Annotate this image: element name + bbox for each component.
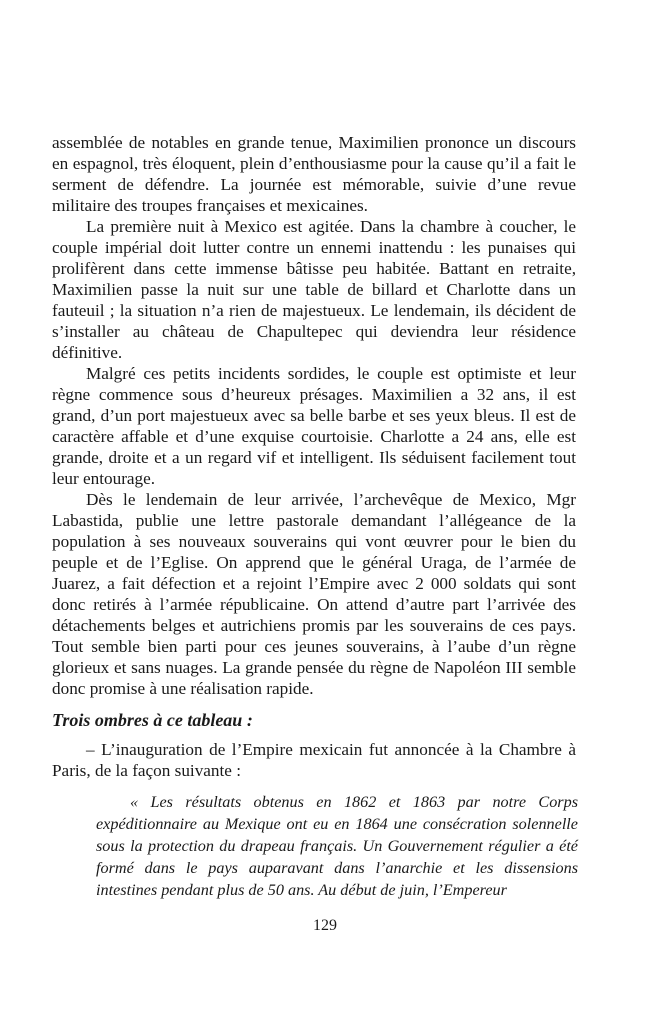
page-number: 129	[313, 917, 337, 934]
paragraph-pastoral-letter: Dès le lendemain de leur arrivée, l’archevêque de Mexico, Mgr Labastida, publie une lettre pastorale demandant l’allégeance de la population à ses nouveaux souverains qui vont œuvrer pour le bien du peuple et de l’Eglise. On apprend que le général Uraga, de l’armée de Juarez, a fait défection et a rejoint l’Empire avec 2 000 soldats qui sont donc retirés à l’armée républicaine. On attend d’autre part l’arrivée des détachements belges et autrichiens promis par les souverains de ces pays. Tout semble bien parti pour ces jeunes souverains, à l’aube d’un règne glorieux et sans nuages. La grande pensée du règne de Napoléon III semble donc promise à une réalisation rapide.	[52, 490, 576, 698]
paragraph-inauguration: – L’inauguration de l’Empire mexicain fut annoncée à la Chambre à Paris, de la façon suivante :	[52, 740, 576, 780]
section-heading: Trois ombres à ce tableau :	[52, 710, 253, 730]
paragraph-first-night: La première nuit à Mexico est agitée. Dans la chambre à coucher, le couple impérial doit lutter contre un ennemi inattendu : les punaises qui prolifèrent dans cette immense bâtisse peu habitée. Battant en retraite, Maximilien passe la nuit sur une table de billard et Charlotte dans un fauteuil ; la situation n’a rien de majestueux. Le lendemain, ils décident de s’installer au château de Chapultepec qui deviendra leur résidence définitive.	[52, 217, 576, 362]
block-quote: « Les résultats obtenus en 1862 et 1863 par notre Corps expéditionnaire au Mexique ont eu en 1864 une consécration solennelle sous la protection du drapeau français. Un Gouvernement régulier a été formé dans le pays auparavant dans l’anarchie et les dissensions intestines pendant plus de 50 ans. Au début de juin, l’Empereur	[96, 793, 578, 899]
page-body	[52, 132, 576, 901]
paragraph-optimism: Malgré ces petits incidents sordides, le couple est optimiste et leur règne commence sous d’heureux présages. Maximilien a 32 ans, il est grand, d’un port majestueux avec sa belle barbe et ses yeux bleus. Il est de caractère affable et d’une exquise courtoisie. Charlotte a 24 ans, elle est grande, droite et a un regard vif et intelligent. Ils séduisent facilement tout leur entourage.	[52, 364, 576, 488]
paragraph-continuation: assemblée de notables en grande tenue, Maximilien prononce un discours en espagnol, très éloquent, plein d’enthousiasme pour la cause qu’il a fait le serment de défendre. La journée est mémorable, suivie d’une revue militaire des troupes françaises et mexicaines.	[52, 133, 576, 215]
